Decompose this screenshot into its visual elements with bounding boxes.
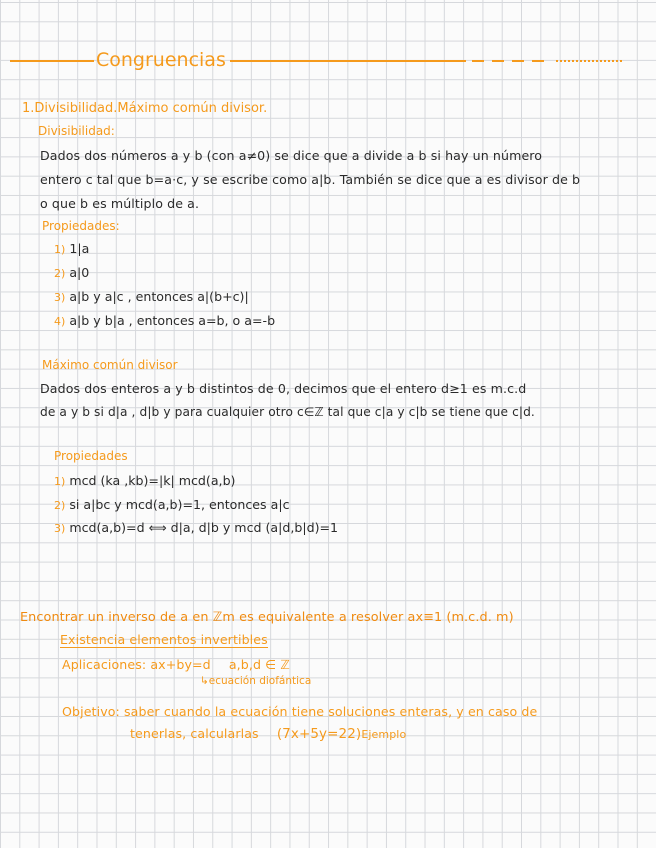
ejemplo-label: Ejemplo [361,728,407,741]
title-line-right [230,60,466,62]
prop-number: 1) [54,475,66,488]
prop-text: mcd (ka ,kb)=|k| mcd(a,b) [69,473,236,488]
title-dots [556,60,622,62]
prop-number: 3) [54,522,66,535]
prop1-item [54,265,89,280]
objetivo-line-2 [130,726,406,742]
aplicaciones-set: a,b,d ∈ ℤ [228,657,290,672]
title-line-left [10,60,94,62]
page-title: Congruencias [96,49,226,71]
prop1-item [54,313,275,328]
propiedades-label-1: Propiedades: [42,219,120,233]
prop-number: 2) [54,499,66,512]
title-dash-4 [532,60,544,62]
prop-text: a|0 [69,265,90,280]
existencia-heading: Existencia elementos invertibles [60,632,268,647]
encontrar-inverso-line: Encontrar un inverso de a en ℤm es equivalente a resolver ax≡1 (m.c.d. m) [20,610,514,625]
title-dash-3 [512,60,524,62]
aplicaciones-line [62,657,290,672]
prop-number: 2) [54,267,66,280]
prop-number: 4) [54,315,66,328]
mcd-heading: Máximo común divisor [42,358,178,372]
ecuacion-diofantica-note: ↳ecuación diofántica [200,675,312,687]
aplicaciones-equation: ax+by=d [150,657,211,672]
prop-text: a|b y b|a , entonces a=b, o a=-b [69,313,276,328]
def-line-3: o que b es múltiplo de a. [40,196,200,211]
prop-number: 1) [54,243,66,256]
prop-text: a|b y a|c , entonces a|(b+c)| [69,289,249,304]
def-line-1: Dados dos números a y b (con a≠0) se dice que a divide a b si hay un número [40,148,543,163]
mcd-def-line-1: Dados dos enteros a y b distintos de 0, decimos que el entero d≥1 es m.c.d [40,381,527,396]
prop1-item [54,241,89,256]
objetivo-text-2: tenerlas, calcularlas [130,726,259,741]
objetivo-label: Objetivo: [62,704,120,719]
prop1-item [54,289,249,304]
prop-text: si a|bc y mcd(a,b)=1, entonces a|c [69,497,290,512]
prop-text: 1|a [69,241,90,256]
propiedades-label-2: Propiedades [54,449,128,463]
prop2-item [54,497,290,512]
section1-heading: 1.Divisibilidad.Máximo común divisor. [22,101,268,116]
prop-number: 3) [54,291,66,304]
objetivo-line-1 [62,704,537,719]
mcd-def-line-2: de a y b si d|a , d|b y para cualquier otro c∈ℤ tal que c|a y c|b se tiene que c|d. [40,405,535,419]
divisibilidad-subheading: Divisibilidad: [38,124,115,138]
title-dash-2 [492,60,504,62]
ejemplo-equation: (7x+5y=22) [276,726,362,742]
prop-text: mcd(a,b)=d ⟺ d|a, d|b y mcd (a|d,b|d)=1 [69,520,339,535]
title-dash-1 [472,60,484,62]
prop2-item [54,473,235,488]
prop2-item [54,520,338,535]
aplicaciones-label: Aplicaciones: [62,657,147,672]
def-line-2: entero c tal que b=a·c, y se escribe como a|b. También se dice que a es divisor de b [40,172,581,187]
objetivo-text-1: saber cuando la ecuación tiene soluciones enteras, y en caso de [124,704,538,719]
